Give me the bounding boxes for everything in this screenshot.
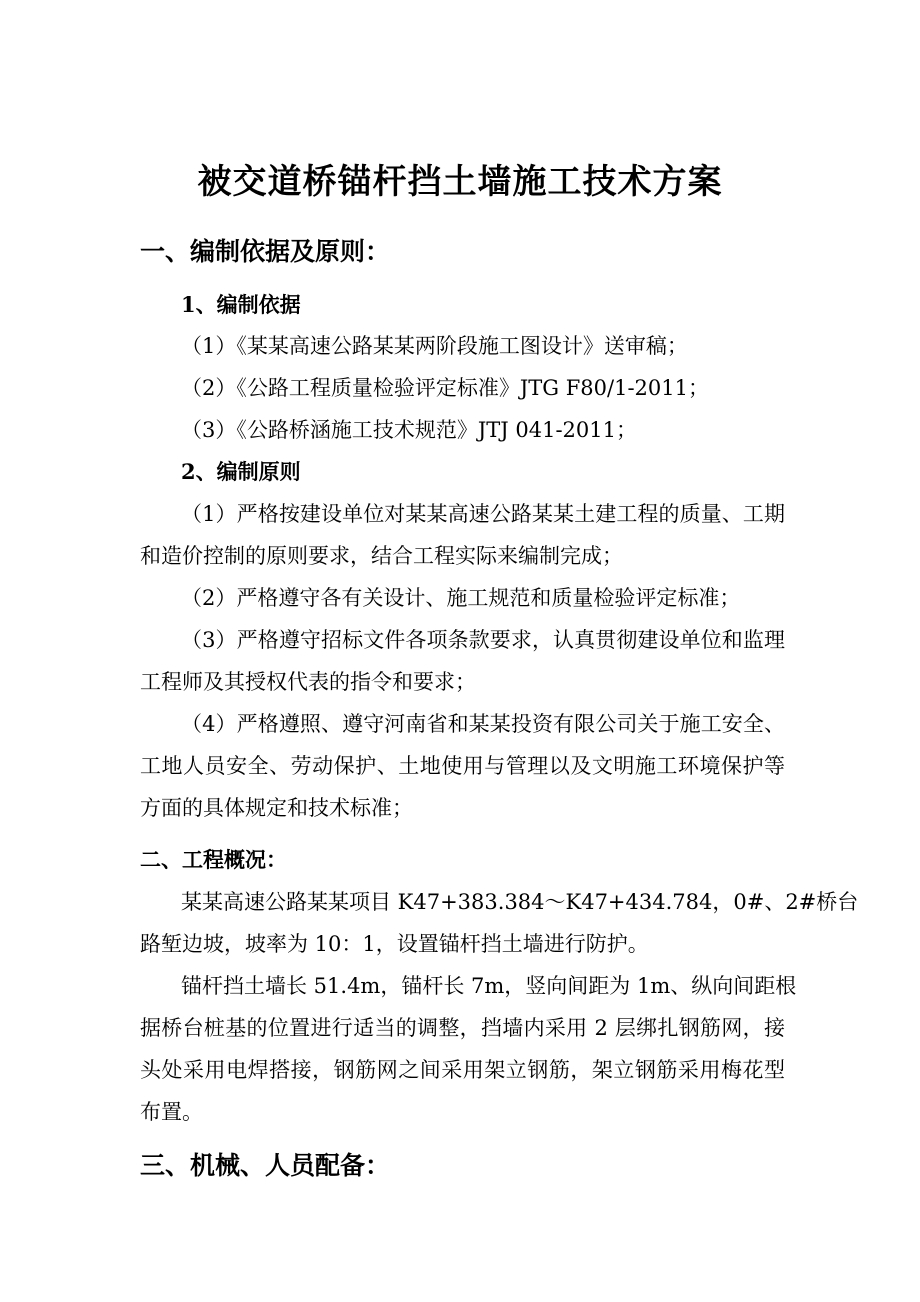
principle-line: 方面的具体规定和技术标准； <box>140 796 413 820</box>
overview-line: 锚杆挡土墙长 51.4m，锚杆长 7m，竖向间距为 1m、纵向间距根 <box>181 974 797 998</box>
section-heading-basis-principles: 一、编制依据及原则： <box>140 237 391 266</box>
basis-item: （2）《公路工程质量检验评定标准》JTG F80/1-2011； <box>181 376 710 400</box>
section-heading-overview: 二、工程概况： <box>140 847 287 872</box>
subheading-principles: 2、编制原则 <box>181 459 301 484</box>
principle-line: （1）严格按建设单位对某某高速公路某某土建工程的质量、工期 <box>181 502 785 526</box>
basis-item: （3）《公路桥涵施工技术规范》JTJ 041-2011； <box>181 418 638 442</box>
overview-line: 某某高速公路某某项目 K47+383.384～K47+434.784，0#、2#桥台 <box>181 890 859 914</box>
overview-line: 路堑边坡，坡率为 10：1，设置锚杆挡土墙进行防护。 <box>140 932 649 956</box>
overview-line: 布置。 <box>140 1100 203 1124</box>
principle-line: （4）严格遵照、遵守河南省和某某投资有限公司关于施工安全、 <box>181 712 785 736</box>
basis-item: （1）《某某高速公路某某两阶段施工图设计》送审稿； <box>181 334 688 358</box>
principle-line: 工程师及其授权代表的指令和要求； <box>140 670 476 694</box>
section-heading-equipment-staff: 三、机械、人员配备： <box>140 1151 391 1180</box>
overview-line: 头处采用电焊搭接，钢筋网之间采用架立钢筋，架立钢筋采用梅花型 <box>140 1058 785 1082</box>
principle-line: （2）严格遵守各有关设计、施工规范和质量检验评定标准； <box>181 586 741 610</box>
principle-line: 和造价控制的原则要求，结合工程实际来编制完成； <box>140 544 623 568</box>
document-title: 被交道桥锚杆挡土墙施工技术方案 <box>197 162 723 202</box>
subheading-basis: 1、编制依据 <box>181 292 301 317</box>
principle-line: 工地人员安全、劳动保护、土地使用与管理以及文明施工环境保护等 <box>140 754 785 778</box>
overview-line: 据桥台桩基的位置进行适当的调整，挡墙内采用 2 层绑扎钢筋网，接 <box>140 1016 785 1040</box>
principle-line: （3）严格遵守招标文件各项条款要求，认真贯彻建设单位和监理 <box>181 628 785 652</box>
